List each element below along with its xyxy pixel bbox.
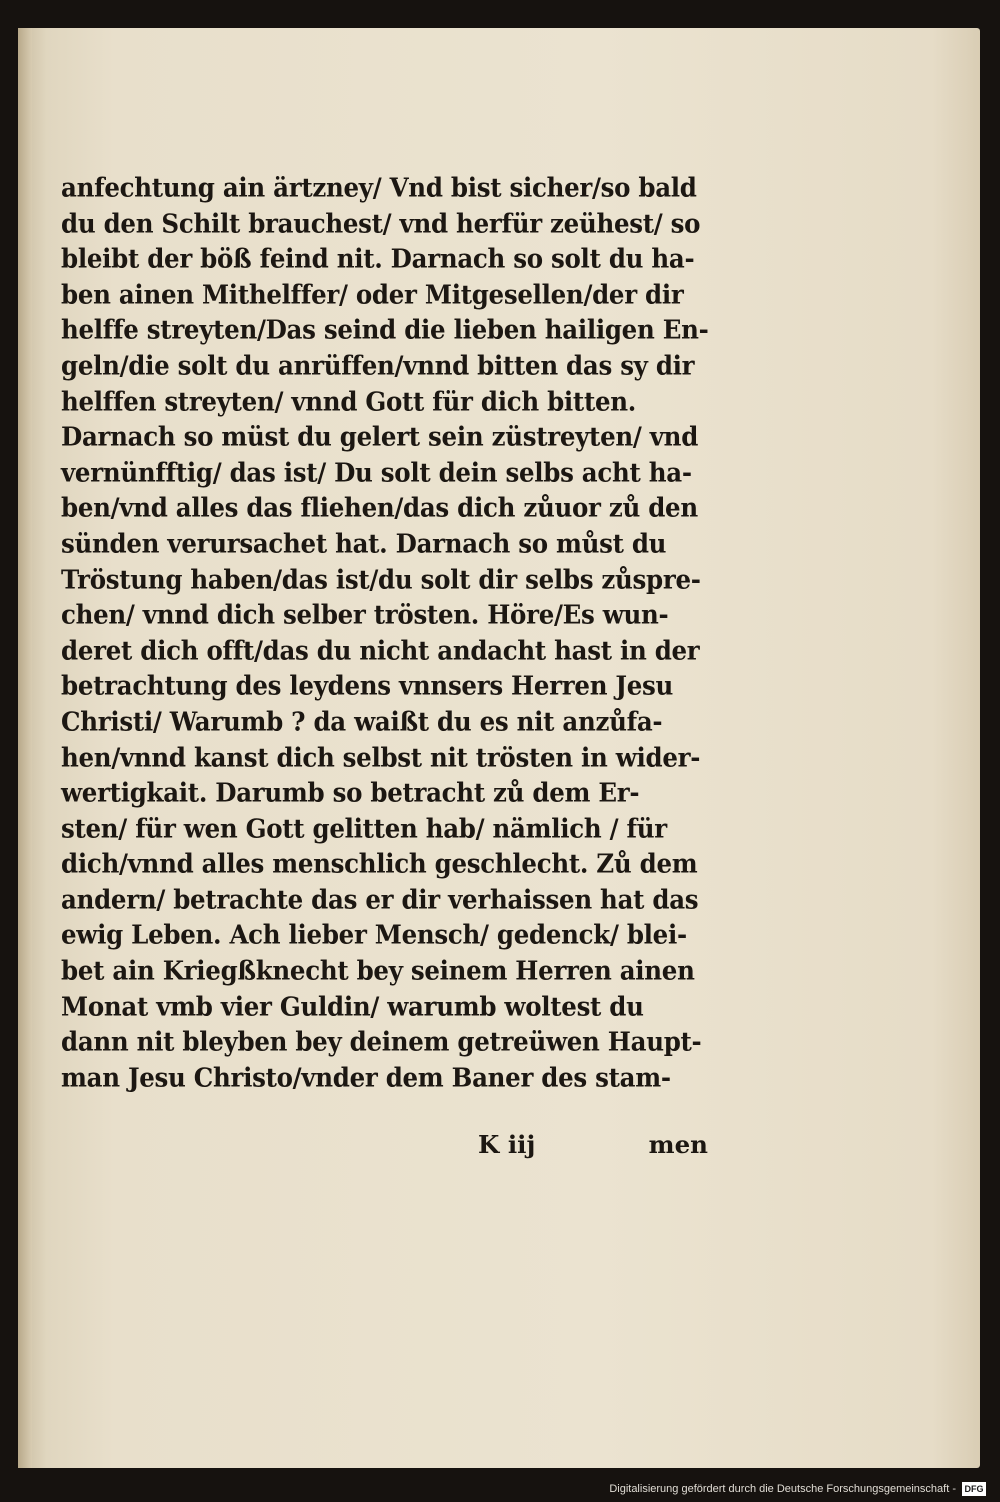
text-line: Christi/ Warumb ? da waißt du es nit anzůfa- [61, 705, 663, 738]
page-edge [18, 28, 32, 1468]
text-line: sünden verursachet hat. Darnach so můst du [61, 527, 667, 560]
text-line: betrachtung des leydens vnnsers Herren Jesu [61, 670, 674, 702]
text-line: hen/vnnd kanst dich selbst nit trösten in wider- [61, 741, 701, 773]
text-line: helffe streyten/Das seind die lieben hailigen En- [61, 314, 709, 346]
text-line: wertigkait. Darumb so betracht zů dem Er- [61, 776, 640, 809]
body-text [61, 170, 741, 1095]
signature-mark: K iij [478, 1130, 536, 1159]
text-line: geln/die solt du anrüffen/vnnd bitten das sy dir [61, 349, 695, 382]
dfg-logo: DFG [962, 1482, 986, 1496]
text-line: ben ainen Mithelffer/ oder Mitgesellen/der dir [61, 278, 684, 310]
funding-credit: Digitalisierung gefördert durch die Deutsche Forschungsgemeinschaft - [609, 1483, 956, 1495]
text-line: Tröstung haben/das ist/du solt dir selbs zůspre- [61, 563, 701, 595]
text-line: Darnach so müst du gelert sein züstreyten/ vnd [61, 420, 699, 453]
catchword: men [648, 1130, 708, 1159]
digitization-footer [609, 1480, 986, 1498]
text-line: helffen streyten/ vnnd Gott für dich bitten. [61, 385, 636, 417]
text-line: man Jesu Christo/vnder dem Baner des stam- [61, 1061, 671, 1093]
text-line: andern/ betrachte das er dir verhaissen hat das [61, 883, 699, 916]
text-line: ben/vnd alles das fliehen/das dich zůuor zů den [61, 492, 698, 524]
text-line: vernünfftig/ das ist/ Du solt dein selbs acht ha- [61, 456, 692, 488]
book-page [18, 28, 980, 1468]
text-line: anfechtung ain ärtzney/ Vnd bist sicher/so bald [61, 171, 697, 204]
signature-line [478, 1130, 708, 1166]
text-line: dann nit bleyben bey deinem getreüwen Haupt- [61, 1026, 702, 1058]
text-line: ewig Leben. Ach lieber Mensch/ gedenck/ blei- [61, 919, 687, 951]
text-line: chen/ vnnd dich selber trösten. Höre/Es wun- [61, 598, 669, 631]
text-line: bleibt der böß feind nit. Darnach so solt du ha- [61, 243, 695, 275]
text-line: du den Schilt brauchest/ vnd herfür zeühest/ so [61, 207, 701, 239]
text-line: dich/vnnd alles menschlich geschlecht. Zů dem [61, 848, 698, 880]
text-line: Monat vmb vier Guldin/ warumb woltest du [61, 990, 644, 1022]
text-line: deret dich offt/das du nicht andacht hast in der [61, 634, 700, 666]
text-line: sten/ für wen Gott gelitten hab/ nämlich / für [61, 812, 667, 844]
text-line: bet ain Kriegßknecht bey seinem Herren ainen [61, 954, 695, 987]
